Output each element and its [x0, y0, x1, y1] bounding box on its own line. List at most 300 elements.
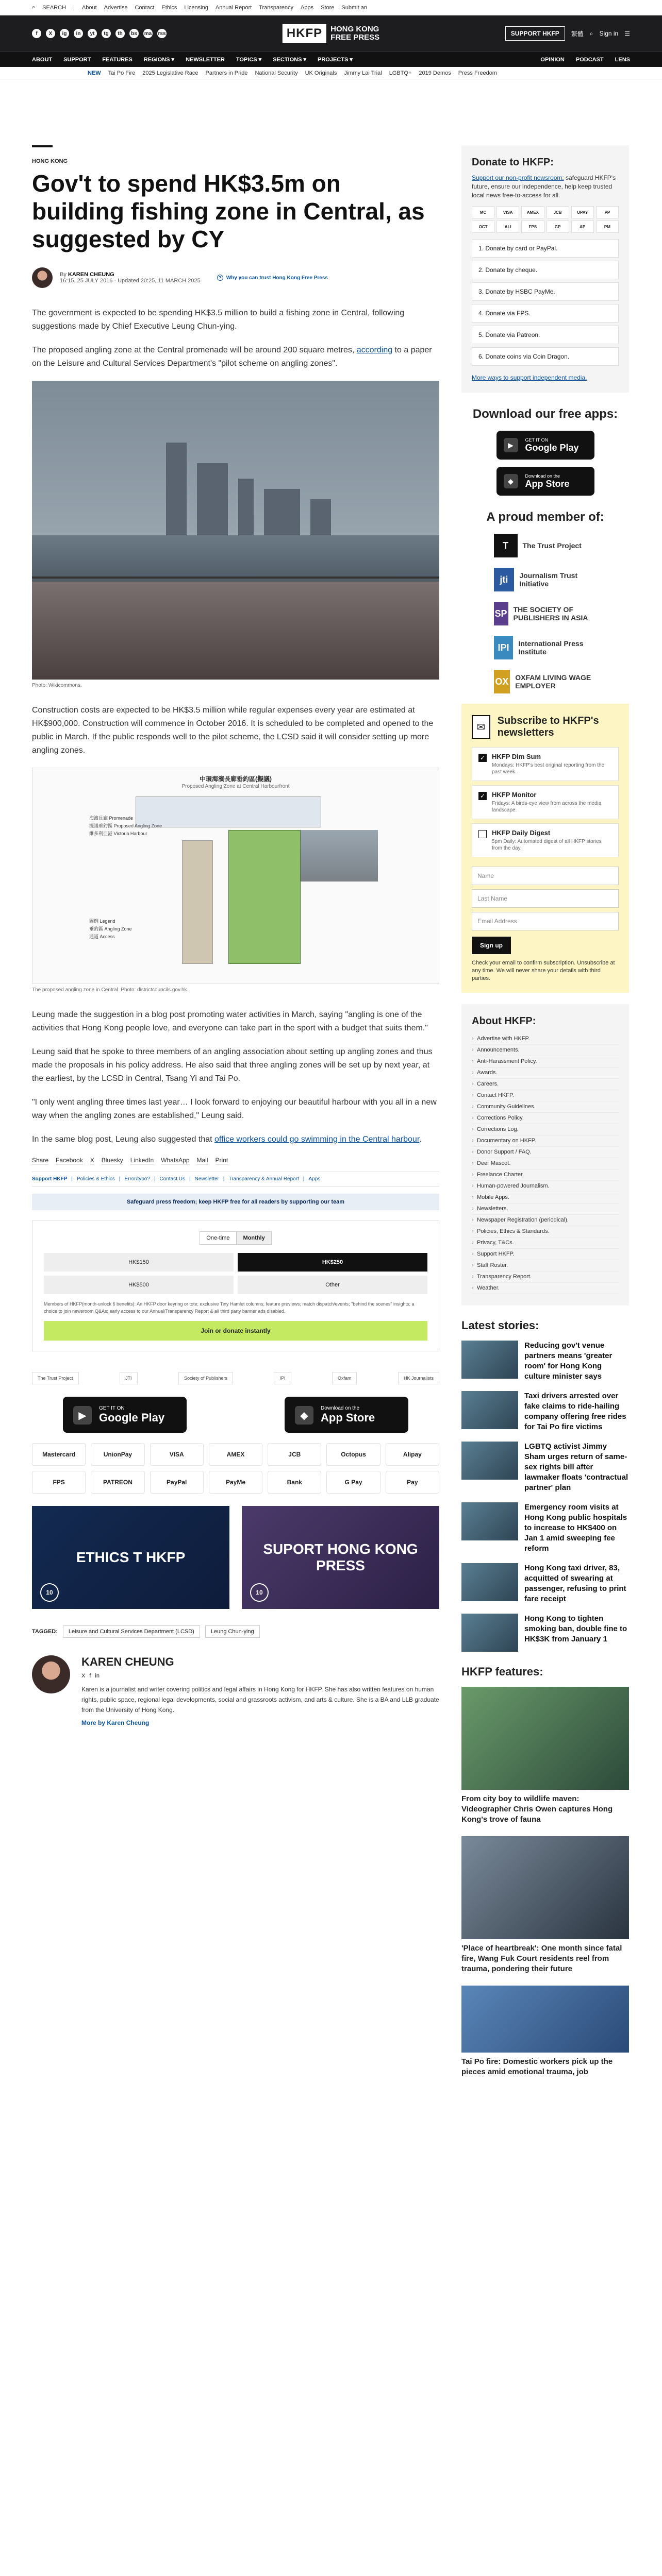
newsletter-signup — [461, 704, 629, 993]
nav-item-newsletter[interactable]: NEWSLETTER — [186, 56, 225, 63]
member-logo[interactable] — [494, 636, 597, 659]
story-item[interactable] — [461, 1502, 629, 1554]
diagram-legend-key — [89, 918, 132, 941]
story-thumbnail[interactable] — [461, 1563, 518, 1601]
nav-item-regions[interactable]: REGIONS ▾ — [143, 57, 175, 63]
trending-item[interactable]: National Security — [255, 70, 298, 76]
article-paragraph: "I only went angling three times last year… I look forward to enjoying our beautiful harbour with you all in a new way when the angling zones are established," Leung said. — [32, 1098, 437, 1120]
utility-bar — [0, 0, 662, 15]
about-link[interactable]: › Privacy, T&Cs. — [472, 1238, 619, 1249]
share-x[interactable]: X — [90, 1157, 94, 1164]
feature-image[interactable] — [461, 1836, 629, 1939]
story-thumbnail[interactable] — [461, 1502, 518, 1540]
donation-widget — [32, 1221, 439, 1351]
article-paragraph: Construction costs are expected to be HK$3.5 million while regular expenses every year are estimated at HK$900,000. Construction will commence in October 2016. It is scheduled to be completed and opened to the public in March. If the public responds well to the pilot scheme, the LCSD said it will consider setting up more angling zones. — [32, 706, 434, 755]
feature-title[interactable]: From city boy to wildlife maven: Videographer Chris Owen captures Hong Kong's trove of fauna — [461, 1794, 613, 1824]
photo-caption: Photo: Wikicommons. — [32, 683, 82, 688]
support-hkfp-button[interactable]: SUPPORT HKFP — [505, 26, 565, 41]
author-name[interactable]: KAREN CHEUNG — [68, 272, 114, 278]
card-logo: AMEX — [521, 206, 544, 218]
facebook-icon[interactable]: f — [32, 29, 41, 38]
donate-option[interactable]: 6. Donate coins via Coin Dragon. — [472, 347, 619, 366]
story-thumbnail[interactable] — [461, 1341, 518, 1379]
search-icon[interactable]: ⌕ — [589, 29, 593, 37]
card-logo: FPS — [521, 221, 544, 233]
newsletter-option[interactable] — [472, 747, 619, 781]
footer-link[interactable]: Newsletter — [194, 1176, 219, 1182]
x-icon[interactable]: X — [81, 1673, 86, 1679]
sidebar — [461, 145, 629, 2089]
footer-link[interactable]: Support HKFP — [32, 1176, 68, 1182]
story-title[interactable]: LGBTQ activist Jimmy Sham urges return of same-sex rights bill after lawmaker floats 'contractual partner' plan — [524, 1442, 628, 1492]
topbar-link[interactable]: About — [81, 4, 97, 11]
photo-building — [166, 443, 187, 535]
instagram-icon[interactable]: ig — [60, 29, 69, 38]
trust-link-text: Why you can trust Hong Kong Free Press — [226, 275, 328, 281]
topbar-link[interactable]: Ethics — [161, 4, 177, 11]
header-actions — [505, 26, 630, 41]
member-logo[interactable] — [494, 602, 597, 625]
diagram-subtitle: Proposed Angling Zone at Central Harbourfront — [181, 784, 290, 789]
donate-option[interactable]: 2. Donate by cheque. — [472, 261, 619, 279]
article-category[interactable]: HONG KONG — [32, 158, 68, 164]
payment-logo[interactable]: VISA — [150, 1443, 204, 1466]
envelope-icon: ✉ — [472, 715, 490, 739]
share-whatsapp[interactable]: WhatsApp — [161, 1157, 190, 1164]
search-link[interactable]: SEARCH — [42, 4, 67, 11]
payment-methods — [32, 1443, 439, 1494]
donate-option[interactable]: 5. Donate via Patreon. — [472, 326, 619, 344]
feature-image[interactable] — [461, 1986, 629, 2053]
apps-title: Download our free apps: — [472, 407, 618, 421]
app-store-badge[interactable] — [496, 467, 594, 496]
diagram-angling-zone — [228, 830, 301, 964]
about-link[interactable]: › Human-powered Journalism. — [472, 1181, 619, 1192]
author-social — [81, 1673, 439, 1679]
member-mark: jti — [494, 568, 515, 591]
legend-item: 通道 Access — [89, 934, 115, 939]
card-logo: PP — [596, 206, 619, 218]
donate-option[interactable]: 4. Donate via FPS. — [472, 304, 619, 323]
story-title[interactable]: Reducing gov't venue partners means 'greater room' for Hong Kong culture minister says — [524, 1341, 613, 1381]
photo-building — [264, 489, 300, 535]
logo-line-2: FREE PRESS — [330, 33, 380, 42]
about-link[interactable]: › Newsletters. — [472, 1204, 619, 1215]
photo-building — [310, 499, 331, 535]
payment-logo[interactable]: PayMe — [209, 1471, 262, 1494]
member-mark: SP — [494, 602, 508, 625]
share-bluesky[interactable]: Bluesky — [101, 1157, 123, 1164]
more-by-author-link[interactable]: More by Karen Cheung — [81, 1719, 150, 1726]
diagram-legend — [89, 815, 162, 838]
newsletter-fine-print: Check your email to confirm subscription. Unsubscribe at any time. We will never share your details with third parties. — [472, 960, 615, 981]
author-avatar[interactable] — [32, 1655, 70, 1693]
amount-option-other[interactable]: Other — [238, 1276, 427, 1294]
feature-title[interactable]: Tai Po fire: Domestic workers pick up the pieces amid emotional trauma, job — [461, 2057, 613, 2076]
share-facebook[interactable]: Facebook — [56, 1157, 83, 1164]
about-link[interactable]: › Policies, Ethics & Standards. — [472, 1226, 619, 1238]
about-link[interactable]: › Support HKFP. — [472, 1249, 619, 1260]
anniversary-badge: 10 — [250, 1583, 269, 1602]
partner-logo[interactable]: JTI — [120, 1372, 138, 1384]
story-thumbnail[interactable] — [461, 1614, 518, 1652]
frequency-toggle — [44, 1231, 427, 1245]
topbar-link[interactable]: Apps — [301, 4, 314, 11]
trust-link[interactable] — [217, 275, 328, 281]
about-link[interactable]: › Anti-Harassment Policy. — [472, 1056, 619, 1067]
bluesky-icon[interactable]: bs — [129, 29, 139, 38]
signup-button[interactable]: Sign up — [472, 937, 511, 954]
trending-item[interactable]: Jimmy Lai Trial — [344, 70, 382, 76]
footer-link[interactable]: Error/typo? — [124, 1176, 150, 1182]
payment-logo[interactable]: AMEX — [209, 1443, 262, 1466]
member-mark: OX — [494, 670, 510, 693]
amount-option[interactable]: HK$150 — [44, 1253, 234, 1272]
member-mark: IPI — [494, 636, 514, 659]
donate-panel — [461, 145, 629, 393]
trending-item[interactable]: 2019 Demos — [419, 70, 451, 76]
about-link[interactable]: › Newspaper Registration (periodical). — [472, 1215, 619, 1226]
member-logo[interactable] — [494, 670, 597, 693]
about-link[interactable]: › Advertise with HKFP. — [472, 1033, 619, 1045]
article-footer-links: Support HKFP | Policies & Ethics | Error/typo? | Contact Us | Newsletter | Transparency & Annual Report | Apps — [32, 1172, 439, 1187]
legend-item: 擬議垂釣區 Proposed Angling Zone — [89, 823, 162, 828]
about-list — [472, 1033, 619, 1294]
about-link[interactable]: › Mobile Apps. — [472, 1192, 619, 1204]
share-mail[interactable]: Mail — [196, 1157, 208, 1164]
trending-item[interactable]: LGBTQ+ — [389, 70, 412, 76]
about-link[interactable]: › Corrections Policy. — [472, 1113, 619, 1124]
badge-small-text: Download on the — [321, 1405, 360, 1411]
about-link[interactable]: › Deer Mascot. — [472, 1158, 619, 1170]
article-title: Gov't to spend HK$3.5m on building fishing zone in Central, as suggested by CY — [32, 170, 425, 252]
badge-small-text: GET IT ON — [525, 437, 549, 443]
trending-item[interactable]: 2025 Legislative Race — [142, 70, 198, 76]
newsletter-name: HKFP Daily Digest — [492, 829, 551, 837]
inline-link[interactable]: according — [356, 346, 393, 354]
about-link[interactable]: › Weather. — [472, 1283, 619, 1294]
paragraph-text: In the same blog post, Leung also suggested that — [32, 1135, 215, 1144]
article-paragraph: Leung made the suggestion in a blog post promoting water activities in March, saying "angling is one of the activities that Hong Kong people love, and everyone can take part in the sport with a budget that suits them." — [32, 1010, 428, 1032]
badge-big-text: Google Play — [525, 442, 579, 453]
angling-zone-diagram — [32, 768, 439, 984]
payment-logo[interactable]: FPS — [32, 1471, 86, 1494]
article-column — [32, 145, 439, 1726]
logo-mark: HKFP — [283, 24, 326, 43]
newsletter-name: HKFP Monitor — [492, 791, 537, 799]
article-paragraph: The government is expected to be spending HK$3.5 million to build a fishing zone in Central, following suggestions made by Chief Executive Leung Chun-ying. — [32, 309, 405, 331]
nav-item-projects[interactable]: PROJECTS ▾ — [318, 57, 353, 63]
author-avatar[interactable] — [32, 267, 53, 288]
question-icon: ? — [217, 275, 223, 281]
photo-building — [238, 479, 254, 535]
card-logo: PM — [596, 221, 619, 233]
x-icon[interactable]: X — [46, 29, 55, 38]
tag[interactable]: Leisure and Cultural Services Department (LCSD) — [63, 1625, 200, 1638]
about-link[interactable]: › Staff Roster. — [472, 1260, 619, 1272]
logo-line-1: HONG KONG — [330, 25, 379, 33]
card-logo: OCT — [472, 221, 494, 233]
nav-item-lens[interactable]: LENS — [615, 56, 630, 63]
newsletter-desc: Mondays: HKFP's best original reporting from the past week. — [492, 762, 605, 775]
legend-item: 垂釣區 Angling Zone — [89, 926, 132, 931]
about-link[interactable]: › Documentary on HKFP. — [472, 1136, 619, 1147]
paragraph-text: . — [419, 1135, 422, 1144]
article-date: 16:15, 25 JULY 2016 · Updated 20:25, 11 MARCH 2025 — [60, 278, 201, 284]
payment-logo[interactable]: Bank — [268, 1471, 321, 1494]
main-nav — [0, 52, 662, 67]
last-name-field[interactable]: Last Name — [472, 889, 619, 908]
article-paragraph — [32, 344, 439, 370]
partner-logo[interactable]: IPI — [274, 1372, 291, 1384]
diagram-caption: The proposed angling zone in Central. Photo: districtcouncils.gov.hk. — [32, 987, 189, 993]
nav-item-features[interactable]: FEATURES — [102, 56, 133, 63]
payment-logo[interactable]: JCB — [268, 1443, 321, 1466]
google-play-badge[interactable] — [496, 431, 594, 460]
about-link[interactable]: › Careers. — [472, 1079, 619, 1090]
email-field[interactable]: Email Address — [472, 912, 619, 930]
nav-item-sections[interactable]: SECTIONS ▾ — [273, 57, 306, 63]
member-name: The Trust Project — [522, 541, 582, 550]
rss-icon[interactable]: rss — [157, 29, 167, 38]
linkedin-icon[interactable]: in — [95, 1673, 100, 1679]
site-logo[interactable] — [283, 24, 379, 43]
trending-item[interactable]: Tai Po Fire — [108, 70, 136, 76]
trending-item[interactable]: Partners in Pride — [205, 70, 248, 76]
play-icon: ▶ — [73, 1406, 92, 1425]
ethics-banner[interactable] — [32, 1506, 229, 1609]
share-linkedin[interactable]: LinkedIn — [130, 1157, 154, 1164]
inline-link[interactable]: office workers could go swimming in the Central harbour — [214, 1135, 420, 1144]
newsletter-title: Subscribe to HKFP's newsletters — [497, 715, 599, 738]
about-link[interactable]: › Freelance Charter. — [472, 1170, 619, 1181]
facebook-icon[interactable]: f — [89, 1673, 91, 1679]
tag-list — [32, 1625, 439, 1638]
member-logo[interactable] — [494, 568, 597, 591]
feature-item[interactable] — [461, 1836, 629, 1974]
paragraph-text: to a paper on the Leisure and Cultural Services Department's "pilot scheme on angling zones". — [32, 346, 432, 368]
amount-option-selected[interactable]: HK$250 — [238, 1253, 427, 1272]
join-donate-button[interactable]: Join or donate instantly — [44, 1321, 427, 1341]
author-bio: Karen is a journalist and writer covering politics and legal affairs in Hong Kong for HKFP. She has also written features on human rights, public space, regional legal developments, social and grassroots activism, and arts & culture. She is a BA and LLB graduate from the University of Hong Kong. — [81, 1686, 439, 1714]
photo-harbour — [32, 535, 439, 582]
photo-building — [197, 463, 228, 535]
youtube-icon[interactable]: yt — [88, 29, 97, 38]
payment-logo[interactable]: Octopus — [326, 1443, 380, 1466]
partner-logos — [32, 1367, 439, 1389]
author-box-name[interactable]: KAREN CHEUNG — [81, 1655, 174, 1668]
linkedin-icon[interactable]: in — [74, 29, 83, 38]
trending-item[interactable]: Press Freedom — [458, 70, 497, 76]
legend-item: 圖例 Legend — [89, 919, 115, 924]
promo-banners — [32, 1506, 439, 1609]
photo-railing — [32, 577, 439, 579]
language-switch[interactable]: 繁體 — [571, 30, 584, 38]
card-logo: GP — [547, 221, 569, 233]
support-link[interactable]: Support our non-profit newsroom: — [472, 174, 564, 181]
member-mark: T — [494, 534, 518, 557]
byline-text — [60, 272, 201, 284]
membership-benefits: Members of HKFP(month-unlock 6 benefits): An HKFP door keyring or tote; exclusive Tiny Hamlet columns; feature previews; match dispatch/events; "behind the scenes" insights; a choice to join newsroom Q&As; early access to our Annual/Transparency Report & all third party banner ads disabled. — [44, 1301, 415, 1314]
feature-title[interactable]: 'Place of heartbreak': One month since fatal fire, Wang Fuk Court residents reel from trauma, pondering their future — [461, 1944, 622, 1973]
donate-title: Donate to HKFP: — [472, 157, 554, 168]
play-icon: ▶ — [504, 438, 518, 452]
article-paragraph — [32, 1133, 439, 1146]
partner-logo[interactable]: Oxfam — [332, 1372, 357, 1384]
by-label: By — [60, 272, 67, 278]
story-item[interactable] — [461, 1563, 629, 1604]
menu-icon[interactable]: ☰ — [624, 30, 630, 37]
logo-text — [330, 25, 379, 42]
topbar-link[interactable]: Store — [321, 4, 335, 11]
diagram-title: 中環海濱長廊垂釣區(擬議) — [200, 775, 272, 783]
anniversary-badge: 10 — [40, 1583, 59, 1602]
about-link[interactable]: › Awards. — [472, 1067, 619, 1079]
newsletter-desc: 5pm Daily: Automated digest of all HKFP stories from the day. — [492, 839, 602, 851]
signin-link[interactable]: Sign in — [599, 30, 619, 37]
story-item[interactable] — [461, 1442, 629, 1493]
about-link[interactable]: › Corrections Log. — [472, 1124, 619, 1136]
donate-intro — [472, 174, 619, 200]
about-link[interactable]: › Transparency Report. — [472, 1272, 619, 1283]
newsletter-header — [472, 715, 619, 739]
newsletter-option[interactable] — [472, 823, 619, 857]
partner-logo[interactable]: HK Journalists — [398, 1372, 439, 1384]
story-item[interactable] — [461, 1614, 629, 1652]
payment-logo[interactable]: Pay — [386, 1471, 439, 1494]
about-link[interactable]: › Community Guidelines. — [472, 1101, 619, 1113]
checkbox-checked[interactable]: ✓ — [478, 792, 487, 800]
donate-option[interactable]: 3. Donate by HSBC PayMe. — [472, 282, 619, 301]
story-title[interactable]: Hong Kong to tighten smoking ban, double fine to HK$3K from January 1 — [524, 1614, 627, 1643]
diagram-promenade — [182, 840, 213, 964]
nav-item-about[interactable]: ABOUT — [32, 56, 53, 63]
about-panel — [461, 1004, 629, 1306]
threads-icon[interactable]: th — [115, 29, 125, 38]
story-title[interactable]: Emergency room visits at Hong Kong public hospitals to increase to HK$400 on Jan 1 amid sweeping fee reform — [524, 1503, 627, 1553]
diagram-harbour — [136, 796, 321, 827]
app-store-badge[interactable] — [285, 1397, 408, 1433]
story-item[interactable] — [461, 1391, 629, 1432]
toggle-monthly[interactable]: Monthly — [237, 1231, 272, 1245]
topbar-link[interactable]: Advertise — [104, 4, 128, 11]
member-name: Journalism Trust Initiative — [519, 571, 578, 588]
banner-text: SUPORT HONG KONG PRESS — [263, 1541, 418, 1573]
photo-promenade — [32, 582, 439, 680]
trending-bar — [0, 67, 662, 79]
nav-item-opinion[interactable]: OPINION — [540, 56, 565, 63]
support-banner[interactable] — [242, 1506, 439, 1609]
payment-logo[interactable]: PayPal — [150, 1471, 204, 1494]
member-name: OXFAM LIVING WAGE EMPLOYER — [515, 673, 591, 690]
article-photo — [32, 381, 439, 680]
topbar-link[interactable]: Contact — [135, 4, 155, 11]
about-title: About HKFP: — [472, 1015, 536, 1027]
feature-item[interactable] — [461, 1986, 629, 2077]
footer-link[interactable]: Policies & Ethics — [76, 1176, 115, 1182]
story-thumbnail[interactable] — [461, 1391, 518, 1429]
checkbox-unchecked[interactable] — [478, 830, 487, 838]
partner-logo[interactable]: Society of Publishers — [178, 1372, 233, 1384]
amount-option[interactable]: HK$500 — [44, 1276, 234, 1294]
share-print[interactable]: Print — [215, 1157, 228, 1164]
member-logo[interactable] — [494, 534, 597, 557]
share-label: Share — [32, 1157, 49, 1164]
trending-item[interactable]: UK Originals — [305, 70, 337, 76]
feature-image[interactable] — [461, 1687, 629, 1790]
card-logo: VISA — [496, 206, 519, 218]
nav-item-podcast[interactable]: PODCAST — [575, 56, 604, 63]
toggle-one-time[interactable]: One-time — [200, 1231, 236, 1245]
story-thumbnail[interactable] — [461, 1442, 518, 1480]
about-link[interactable]: › Donor Support / FAQ. — [472, 1147, 619, 1158]
topbar-link[interactable]: Transparency — [259, 4, 294, 11]
diagram-inset-photo — [301, 830, 378, 882]
search-icon[interactable]: ⌕ — [32, 4, 36, 10]
card-logo: JCB — [547, 206, 569, 218]
member-name: THE SOCIETY OF PUBLISHERS IN ASIA — [513, 605, 588, 622]
google-play-badge[interactable] — [63, 1397, 187, 1433]
photo-sky — [32, 381, 439, 535]
byline — [32, 267, 439, 288]
topbar-link[interactable]: Annual Report — [215, 4, 252, 11]
nav-item-support[interactable]: SUPPORT — [63, 56, 91, 63]
app-store-badges — [32, 1397, 439, 1433]
badge-big-text: Google Play — [99, 1411, 165, 1424]
checkbox-checked[interactable]: ✓ — [478, 754, 487, 762]
member-title: A proud member of: — [486, 510, 604, 524]
nav-item-topics[interactable]: TOPICS ▾ — [236, 57, 262, 63]
feature-item[interactable] — [461, 1687, 629, 1825]
mastodon-icon[interactable]: ma — [143, 29, 153, 38]
site-header — [0, 15, 662, 52]
topbar-link[interactable]: Submit an — [341, 4, 367, 11]
features-title: HKFP features: — [461, 1665, 543, 1678]
story-item[interactable] — [461, 1341, 629, 1382]
newsletter-option[interactable] — [472, 785, 619, 819]
about-link[interactable]: › Contact HKFP. — [472, 1090, 619, 1101]
press-freedom-banner[interactable]: Safeguard press freedom; keep HKFP free for all readers by supporting our team — [32, 1194, 439, 1210]
intro-text: safeguard HKFP's future, ensure our independence, help keep trusted local news free-to-access for all. — [472, 174, 616, 199]
payment-logo[interactable]: G Pay — [326, 1471, 380, 1494]
article-paragraph: Leung said that he spoke to three members of an angling association about setting up angling zones and thus made the proposals in his policy address. He also said that three angling zones will be set up by next year, at the earliest, by the LCSD in Central, Tsang Yi and Tai Po. — [32, 1047, 433, 1083]
amount-options — [44, 1253, 427, 1294]
partner-logo[interactable]: The Trust Project — [32, 1372, 79, 1384]
story-title[interactable]: Taxi drivers arrested over fake claims to ride-hailing company offering free rides for Tai Po fire victims — [524, 1392, 626, 1431]
trending-label: NEW — [88, 70, 101, 76]
footer-link[interactable]: Apps — [308, 1176, 321, 1182]
card-logo: MC — [472, 206, 494, 218]
tag[interactable]: Leung Chun-ying — [205, 1625, 260, 1638]
donate-option[interactable]: 1. Donate by card or PayPal. — [472, 239, 619, 258]
badge-big-text: App Store — [525, 478, 570, 489]
footer-link[interactable]: Transparency & Annual Report — [228, 1176, 299, 1182]
first-name-field[interactable]: Name — [472, 867, 619, 885]
about-link[interactable]: › Announcements. — [472, 1045, 619, 1056]
more-ways-link[interactable]: More ways to support independent media. — [472, 374, 587, 381]
story-title[interactable]: Hong Kong taxi driver, 83, acquitted of swearing at passenger, refusing to print fare receipt — [524, 1564, 626, 1603]
telegram-icon[interactable]: tg — [102, 29, 111, 38]
payment-logo[interactable]: Alipay — [386, 1443, 439, 1466]
payment-logo[interactable]: UnionPay — [91, 1443, 144, 1466]
badge-small-text: Download on the — [525, 473, 560, 479]
payment-logo[interactable]: Mastercard — [32, 1443, 86, 1466]
footer-link[interactable]: Contact Us — [159, 1176, 186, 1182]
topbar-link[interactable]: Licensing — [184, 4, 208, 11]
payment-logo[interactable]: PATREON — [91, 1471, 144, 1494]
newsletter-desc: Fridays: A birds-eye view from across the media landscape. — [492, 801, 602, 813]
latest-stories-title: Latest stories: — [461, 1319, 539, 1332]
